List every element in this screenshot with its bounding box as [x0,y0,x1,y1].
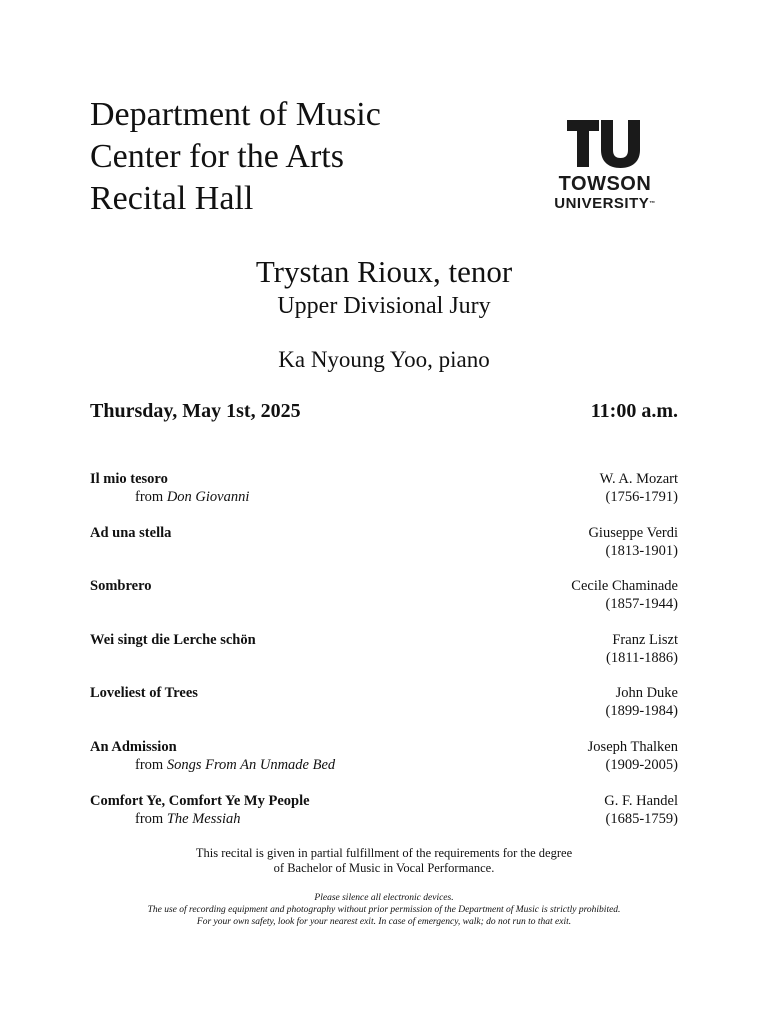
fulfillment-line-1: This recital is given in partial fulfillment of the requirements for the degree [195,846,573,860]
composer-dates: (1756-1791) [605,489,678,505]
piece-title: Comfort Ye, Comfort Ye My People [90,792,310,809]
logo-subwordmark [553,195,657,213]
piece-composer: Cecile Chaminade [571,578,678,595]
composer-dates: (1813-1901) [605,542,678,559]
piece-composer: G. F. Handel [604,792,678,809]
recital-time: 11:00 a.m. [590,400,678,422]
program-item [90,792,678,846]
composer-dates: (1811-1886) [606,649,678,666]
venue-center: Center for the Arts [90,138,344,175]
program-item [90,631,678,685]
program-item [90,738,678,792]
venue-hall: Recital Hall [90,180,254,217]
piece-title: An Admission [90,738,177,755]
degree-fulfillment-note [0,846,768,876]
piece-source: from The Messiah [135,810,241,827]
piece-source-work: Don Giovanni [166,489,250,505]
piece-source: from Songs From An Unmade Bed [135,756,336,773]
fulfillment-line-2: of Bachelor of Music in Vocal Performance. [273,861,495,875]
piece-composer: W. A. Mozart [599,471,678,487]
piece-source: from Don Giovanni [135,489,250,505]
venue-department: Department of Music [90,96,381,133]
pianist-name: Ka Nyoung Yoo, piano [278,347,490,372]
performer-name: Trystan Rioux, tenor [255,254,513,289]
logo-trademark: ™ [649,201,656,207]
tu-monogram-icon [553,118,657,170]
piece-composer: John Duke [615,685,678,702]
piece-composer: Joseph Thalken [587,738,678,755]
composer-dates: (1909-2005) [605,756,678,773]
piece-source-work: The Messiah [166,810,241,827]
piece-composer: Giuseppe Verdi [588,524,678,541]
piece-source-work: Songs From An Unmade Bed [166,756,336,773]
recital-date: Thursday, May 1st, 2025 [90,400,301,422]
logo-sub-text: UNIVERSITY [554,195,650,212]
composer-dates: (1899-1984) [605,703,678,720]
program-item [90,577,678,631]
piece-title: Il mio tesoro [90,471,168,487]
logo-wordmark: TOWSON [558,173,652,195]
notice-silence-devices: Please silence all electronic devices. [314,893,454,903]
piece-composer: Franz Liszt [612,631,678,648]
venue-heading [90,94,381,220]
composer-dates: (1685-1759) [605,810,678,827]
piece-title: Sombrero [90,578,152,595]
recital-subtitle: Upper Divisional Jury [277,293,491,319]
program-list [90,470,678,845]
composer-dates: (1857-1944) [605,596,678,613]
notice-recording-prohibited: The use of recording equipment and photography without prior permission of the Department of Music is strictly prohibited. [147,905,621,915]
piece-title: Wei singt die Lerche schön [90,631,256,648]
towson-university-logo [553,118,663,214]
program-item [90,470,678,524]
piece-title: Loveliest of Trees [90,685,198,702]
program-item [90,684,678,738]
audience-notices [0,892,768,928]
notice-emergency-exit: For your own safety, look for your nearest exit. In case of emergency, walk; do not run to that exit. [196,917,572,927]
piece-title: Ad una stella [90,524,172,541]
program-item [90,524,678,578]
